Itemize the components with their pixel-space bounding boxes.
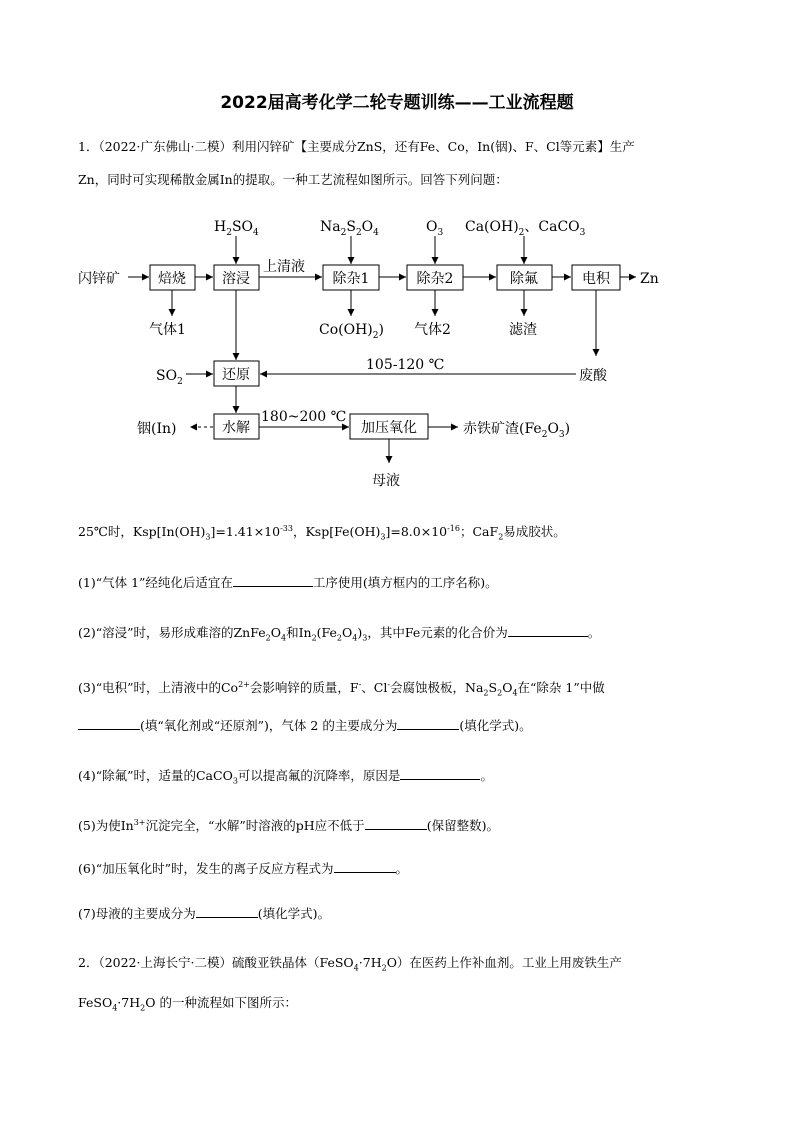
answer-blank[interactable] [334, 860, 396, 873]
label-hematite: 赤铁矿渣$(Fe_2O_3)$ [463, 421, 571, 440]
label-reduce: 还原 [222, 367, 250, 383]
question-1-3-line2: (填“氧化剂或“还原剂”)，气体 2 的主要成分为 (填化学式)。 [78, 717, 532, 734]
label-temp2: 180~200 ℃ [261, 409, 347, 425]
label-caoh2-caco3: $Ca(OH)_2$、CaCO$_3$ [465, 219, 586, 238]
label-so2: $SO_2$ [156, 368, 183, 387]
label-na2s2o4: $Na_2S_2O_4$ [320, 219, 379, 238]
q2-intro-line1: 2．（2022·上海长宁·二模）硫酸亚铁晶体$(FeSO_4\cdot 7H_2O)$在医药上作补血剂。工业上用废铁生产 [78, 955, 622, 973]
answer-blank[interactable] [400, 767, 480, 780]
question-1-2: (2)“溶浸”时，易形成难溶的$ZnFe_2O_4$和$In_2(Fe_2O_4)_3$，其中Fe元素的化合价为 。 [78, 625, 601, 643]
answer-blank[interactable] [196, 905, 258, 918]
question-1-6: (6)“加压氧化时”时，发生的离子反应方程式为 。 [78, 861, 409, 876]
question-1-4: (4)“除氟”时，适量的CaCO$_3$可以提高氟的沉降率，原因是 。 [78, 768, 493, 786]
label-cooh2: $Co(OH)_2$) [319, 322, 384, 341]
label-h2so4: $H_2SO_4$ [214, 219, 259, 238]
label-roast: 焙烧 [158, 271, 186, 287]
label-purify1: 除杂1 [332, 271, 370, 287]
label-purify2: 除杂2 [416, 271, 454, 287]
label-temp1: 105-120 ℃ [366, 357, 445, 373]
question-1-5: (5)为使$In^{3+}$沉淀完全，“水解”时溶液的pH应不低于 (保留整数)。 [78, 817, 499, 833]
answer-blank[interactable] [397, 717, 459, 730]
label-waste-acid: 废酸 [579, 368, 607, 384]
label-mother-liquor: 母液 [372, 473, 400, 489]
label-gas1: 气体1 [149, 322, 186, 338]
label-pressure-ox: 加压氧化 [361, 420, 417, 436]
label-defluor: 除氟 [510, 271, 538, 287]
label-residue: 滤渣 [509, 322, 537, 338]
label-electro: 电积 [582, 271, 610, 287]
label-hydrolysis: 水解 [222, 420, 250, 436]
q1-intro-line1: 1．（2022·广东佛山·二模）利用闪锌矿【主要成分ZnS，还有Fe、Co，In(铟)、F、Cl等元素】生产 [78, 139, 635, 154]
question-1-7: (7)母液的主要成分为 (填化学式)。 [78, 906, 330, 921]
answer-blank[interactable] [233, 574, 313, 587]
label-ore: 闪锌矿 [78, 271, 120, 287]
page-title: 2022届高考化学二轮专题训练——工业流程题 [220, 93, 574, 113]
label-gas2: 气体2 [414, 322, 451, 338]
label-zn: Zn [640, 271, 659, 287]
answer-blank[interactable] [365, 817, 427, 830]
label-o3: $O_3$ [426, 219, 444, 238]
ksp-line: 25℃时，$Ksp[In(OH)_3]=1.41\times 10^{-33}$，$Ksp[Fe(OH)_3]=8.0\times 10^{-16}$；CaF$_2$易成胶状。 [78, 523, 566, 542]
question-1-3-line1: (3)“电积”时，上清液中的$Co^{2+}$会影响锌的质量，F-、Cl-会腐蚀极板，$Na_2S_2O_4$在“除杂 1”中做 [78, 679, 605, 698]
answer-blank[interactable] [78, 717, 140, 730]
q1-intro-line2: Zn，同时可实现稀散金属In的提取。一种工艺流程如图所示。回答下列问题： [78, 172, 508, 187]
question-1-1: (1)“气体 1”经纯化后适宜在 工序使用(填方框内的工序名称)。 [78, 575, 498, 590]
label-indium: 铟(In) [137, 421, 177, 437]
label-supernatant: 上清液 [263, 259, 305, 275]
answer-blank[interactable] [508, 624, 588, 637]
label-leach: 溶浸 [222, 271, 250, 287]
q2-intro-line2: $FeSO_4\cdot 7H_2O$ 的一种流程如下图所示： [78, 995, 297, 1013]
